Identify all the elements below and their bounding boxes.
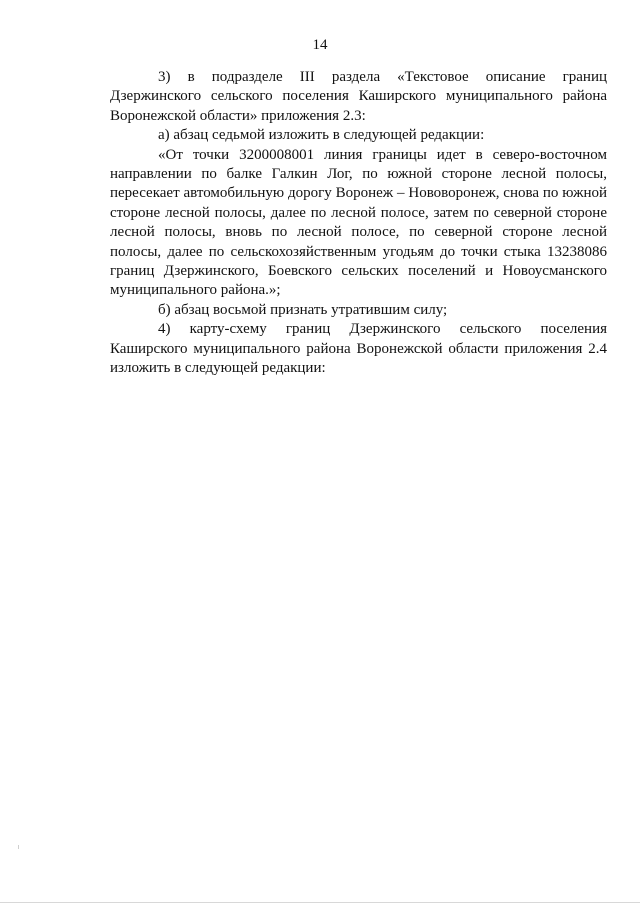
document-body <box>110 68 607 379</box>
page-number: 14 <box>312 37 328 53</box>
page-bottom-edge <box>0 902 640 903</box>
paragraph-item-4: 4) карту-схему границ Дзержинского сельского поселения Каширского муниципального района Воронежской области приложения 2.4 изложить в следующей редакции: <box>110 321 607 377</box>
scan-margin-mark <box>18 845 19 849</box>
paragraph-item-3b: б) абзац восьмой признать утратившим силу; <box>158 301 448 318</box>
paragraph-item-3a: а) абзац седьмой изложить в следующей редакции: <box>158 127 485 144</box>
paragraph-boundary-description: «От точки 3200008001 линия границы идет в северо-восточном направлении по балке Галкин Лог, по южной стороне лесной полосы, пересекает автомобильную дорогу Воронеж – Нововоронеж, снова по южной стороне лесной полосы, далее по лесной полосе, затем по северной стороне лесной полосы, вновь по лесной полосе, по северной стороне лесной полосы, далее по сельскохозяйственным угодьям до точки стыка 13238086 границ Дзержинского, Боевского сельских поселений и Новоусманского муниципального района.»; <box>110 146 607 299</box>
paragraph-item-3: 3) в подразделе III раздела «Текстовое описание границ Дзержинского сельского поселения Каширского муниципального района Воронежской области» приложения 2.3: <box>110 69 607 124</box>
